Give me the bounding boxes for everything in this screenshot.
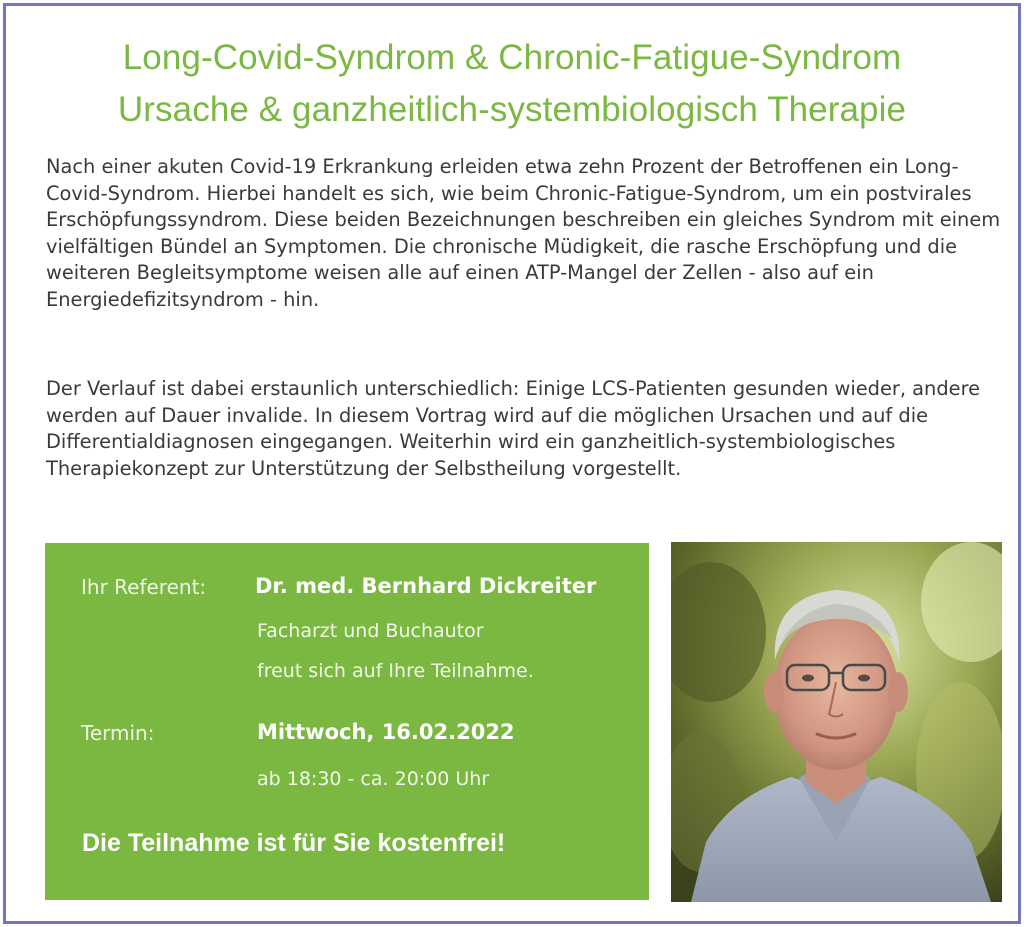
referent-label: Ihr Referent:	[81, 575, 207, 599]
title-line-1: Long-Covid-Syndrom & Chronic-Fatigue-Syndrom	[122, 38, 902, 77]
event-info-box	[45, 543, 649, 900]
termin-label: Termin:	[81, 721, 155, 745]
referent-role: Facharzt und Buchautor	[257, 620, 484, 642]
termin-date: Mittwoch, 16.02.2022	[257, 720, 515, 744]
intro-paragraph-2: Der Verlauf ist dabei erstaunlich unterschiedlich: Einige LCS-Patienten gesunden wieder, andere werden auf Dauer invalide. In diesem Vortrag wird auf die möglichen Ursachen und auf die Differentialdiagnosen eingegangen. Weiterhin wird ein ganzheitlich-systembiologisches Therapiekonzept zur Unterstützung der Selbstheilung vorgestellt.	[46, 377, 981, 480]
referent-note: freut sich auf Ihre Teilnahme.	[257, 660, 534, 682]
termin-time: ab 18:30 - ca. 20:00 Uhr	[257, 768, 490, 790]
title-line-2: Ursache & ganzheitlich-systembiologisch Therapie	[117, 90, 907, 129]
speaker-photo	[671, 542, 1002, 902]
intro-paragraph-1: Nach einer akuten Covid-19 Erkrankung erleiden etwa zehn Prozent der Betroffenen ein Long-Covid-Syndrom. Hierbei handelt es sich, wie beim Chronic-Fatigue-Syndrom, um ein postvirales Erschöpfungssyndrom. Diese beiden Bezeichnungen beschreiben ein gleiches Syndrom mit einem vielfältigen Bündel an Symptomen. Die chronische Müdigkeit, die rasche Erschöpfung und die weiteren Begleitsymptome weisen alle auf einen ATP-Mangel der Zellen - also auf ein Energiedefizitsyndrom - hin.	[46, 155, 1001, 311]
referent-name: Dr. med. Bernhard Dickreiter	[255, 574, 597, 598]
free-participation-note: Die Teilnahme ist für Sie kostenfrei!	[82, 829, 506, 857]
flyer-frame	[3, 3, 1021, 924]
